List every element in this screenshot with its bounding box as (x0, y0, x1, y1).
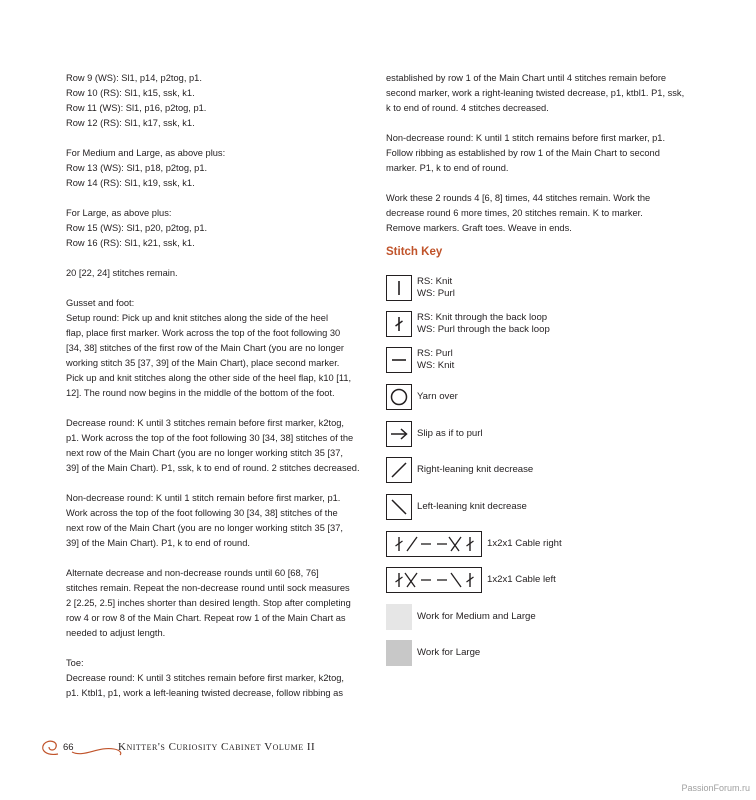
key-item-yarn-over (386, 384, 458, 410)
key-item-large (386, 640, 480, 666)
key-label-line: RS: Knit through the back loop (417, 312, 548, 323)
text-line: Alternate decrease and non-decrease rounds until 60 [68, 76] (66, 568, 319, 578)
key-label-line: Yarn over (417, 391, 458, 402)
text-line: Non-decrease round: K until 1 stitch remain before first marker, p1. (66, 493, 341, 503)
text-line: stitches remain. Repeat the non-decrease round until sock measures (66, 583, 350, 593)
key-item-purl (386, 347, 454, 373)
text-line: Row 16 (RS): Sl1, k21, ssk, k1. (66, 238, 195, 248)
key-item-slip (386, 421, 483, 447)
text-line: Work these 2 rounds 4 [6, 8] times, 44 stitches remain. Work the (386, 193, 651, 203)
key-item-right-decrease (386, 457, 533, 483)
key-item-cable-left (386, 567, 556, 593)
cable-left-icon (386, 567, 482, 593)
text-line: Pick up and knit stitches along the other side of the heel flap, k10 [11, (66, 373, 352, 383)
text-line: Gusset and foot: (66, 298, 135, 308)
left-decrease-icon (386, 494, 412, 520)
page-number: 66 (63, 742, 74, 753)
paragraph-gap (66, 191, 378, 206)
key-item-left-decrease (386, 494, 527, 520)
key-label-line: RS: Knit (417, 276, 453, 287)
key-label-line: WS: Knit (417, 360, 455, 371)
key-label-line: 1x2x1 Cable left (487, 574, 556, 585)
text-line: 2 [2.25, 2.5] inches shorter than desired length. Stop after completing (66, 598, 351, 608)
key-item-cable-right (386, 531, 562, 557)
text-line: Decrease round: K until 3 stitches remain before first marker, k2tog, (66, 418, 344, 428)
key-label-line: RS: Purl (417, 348, 453, 359)
text-line: 12]. The round now begins in the middle of the bottom of the foot. (66, 388, 335, 398)
text-line: [34, 38] stitches of the first row of the Main Chart (you are no longer (66, 343, 345, 353)
stitch-key-title: Stitch Key (386, 246, 443, 258)
text-line: second marker, work a right-leaning twisted decrease, p1, ktbl1. P1, ssk, (386, 88, 685, 98)
text-line: Row 13 (WS): Sl1, p18, p2tog, p1. (66, 163, 208, 173)
text-line: p1. Ktbl1, p1, work a left-leaning twisted decrease, follow ribbing as (66, 688, 343, 698)
left-text-column (66, 71, 378, 701)
cable-right-icon (386, 531, 482, 557)
text-line: Follow ribbing as established by row 1 of the Main Chart to second (386, 148, 660, 158)
book-title: Knitter's Curiosity Cabinet Volume II (118, 741, 316, 753)
text-line: 39] of the Main Chart). P1, k to end of round. (66, 538, 250, 548)
watermark: PassionForum.ru (681, 783, 750, 793)
key-item-medium-large (386, 604, 536, 630)
knit-icon (386, 275, 412, 301)
text-line: marker. P1, k to end of round. (386, 163, 509, 173)
text-line: 39] of the Main Chart). P1, ssk, k to end of round. 2 stitches decreased. (66, 463, 360, 473)
text-line: needed to adjust length. (66, 628, 166, 638)
text-line: Row 14 (RS): Sl1, k19, ssk, k1. (66, 178, 195, 188)
knit-tbl-icon (386, 311, 412, 337)
text-line: next row of the Main Chart (you are no longer working stitch 35 [37, (66, 448, 343, 458)
text-line: next row of the Main Chart (you are no longer working stitch 35 [37, (66, 523, 343, 533)
key-label-line: 1x2x1 Cable right (487, 538, 562, 549)
slip-icon (386, 421, 412, 447)
paragraph-gap (386, 176, 706, 191)
key-label-line: WS: Purl (417, 288, 455, 299)
paragraph-gap (66, 281, 378, 296)
key-item-knit-tbl (386, 311, 550, 337)
text-line: Decrease round: K until 3 stitches remain before first marker, k2tog, (66, 673, 344, 683)
text-line: flap, place first marker. Work across the top of the foot following 30 (66, 328, 341, 338)
right-text-body (386, 71, 706, 236)
right-decrease-icon (386, 457, 412, 483)
key-label-line: Slip as if to purl (417, 428, 483, 439)
text-line: established by row 1 of the Main Chart until 4 stitches remain before (386, 73, 667, 83)
text-line: Row 12 (RS): Sl1, k17, ssk, k1. (66, 118, 195, 128)
text-line: decrease round 6 more times, 20 stitches remain. K to marker. (386, 208, 643, 218)
paragraph-gap (66, 641, 378, 656)
text-line: Setup round: Pick up and knit stitches along the side of the heel (66, 313, 329, 323)
key-label-line: WS: Purl through the back loop (417, 324, 550, 335)
paragraph-gap (386, 116, 706, 131)
text-line: For Large, as above plus: (66, 208, 172, 218)
text-line: For Medium and Large, as above plus: (66, 148, 226, 158)
text-line: Row 9 (WS): Sl1, p14, p2tog, p1. (66, 73, 202, 83)
key-label-line: Right-leaning knit decrease (417, 464, 534, 475)
text-line: row 4 or row 8 of the Main Chart. Repeat row 1 of the Main Chart as (66, 613, 346, 623)
text-line: k to end of round. 4 stitches decreased. (386, 103, 549, 113)
key-label-line: Work for Medium and Large (417, 611, 536, 622)
text-line: Toe: (66, 658, 84, 668)
key-label-line: Work for Large (417, 647, 481, 658)
text-line: working stitch 35 [37, 39] of the Main Chart), place second marker. (66, 358, 340, 368)
purl-icon (386, 347, 412, 373)
text-line: Row 10 (RS): Sl1, k15, ssk, k1. (66, 88, 195, 98)
large-swatch (386, 640, 412, 666)
right-text-column (386, 71, 706, 264)
text-line: Work across the top of the foot following 30 [34, 38] stitches of the (66, 508, 338, 518)
paragraph-gap (66, 551, 378, 566)
text-line: Non-decrease round: K until 1 stitch remains before first marker, p1. (386, 133, 666, 143)
yarn-over-icon (386, 384, 412, 410)
text-line: 20 [22, 24] stitches remain. (66, 268, 178, 278)
medium-large-swatch (386, 604, 412, 630)
text-line: Remove markers. Graft toes. Weave in ends. (386, 223, 572, 233)
paragraph-gap (66, 476, 378, 491)
paragraph-gap (66, 251, 378, 266)
paragraph-gap (66, 131, 378, 146)
text-line: Row 15 (WS): Sl1, p20, p2tog, p1. (66, 223, 208, 233)
text-line: p1. Work across the top of the foot following 30 [34, 38] stitches of the (66, 433, 354, 443)
text-line: Row 11 (WS): Sl1, p16, p2tog, p1. (66, 103, 207, 113)
swirl-ornament-icon (36, 736, 126, 762)
key-label-line: Left-leaning knit decrease (417, 501, 527, 512)
key-item-knit (386, 275, 455, 301)
paragraph-gap (66, 401, 378, 416)
